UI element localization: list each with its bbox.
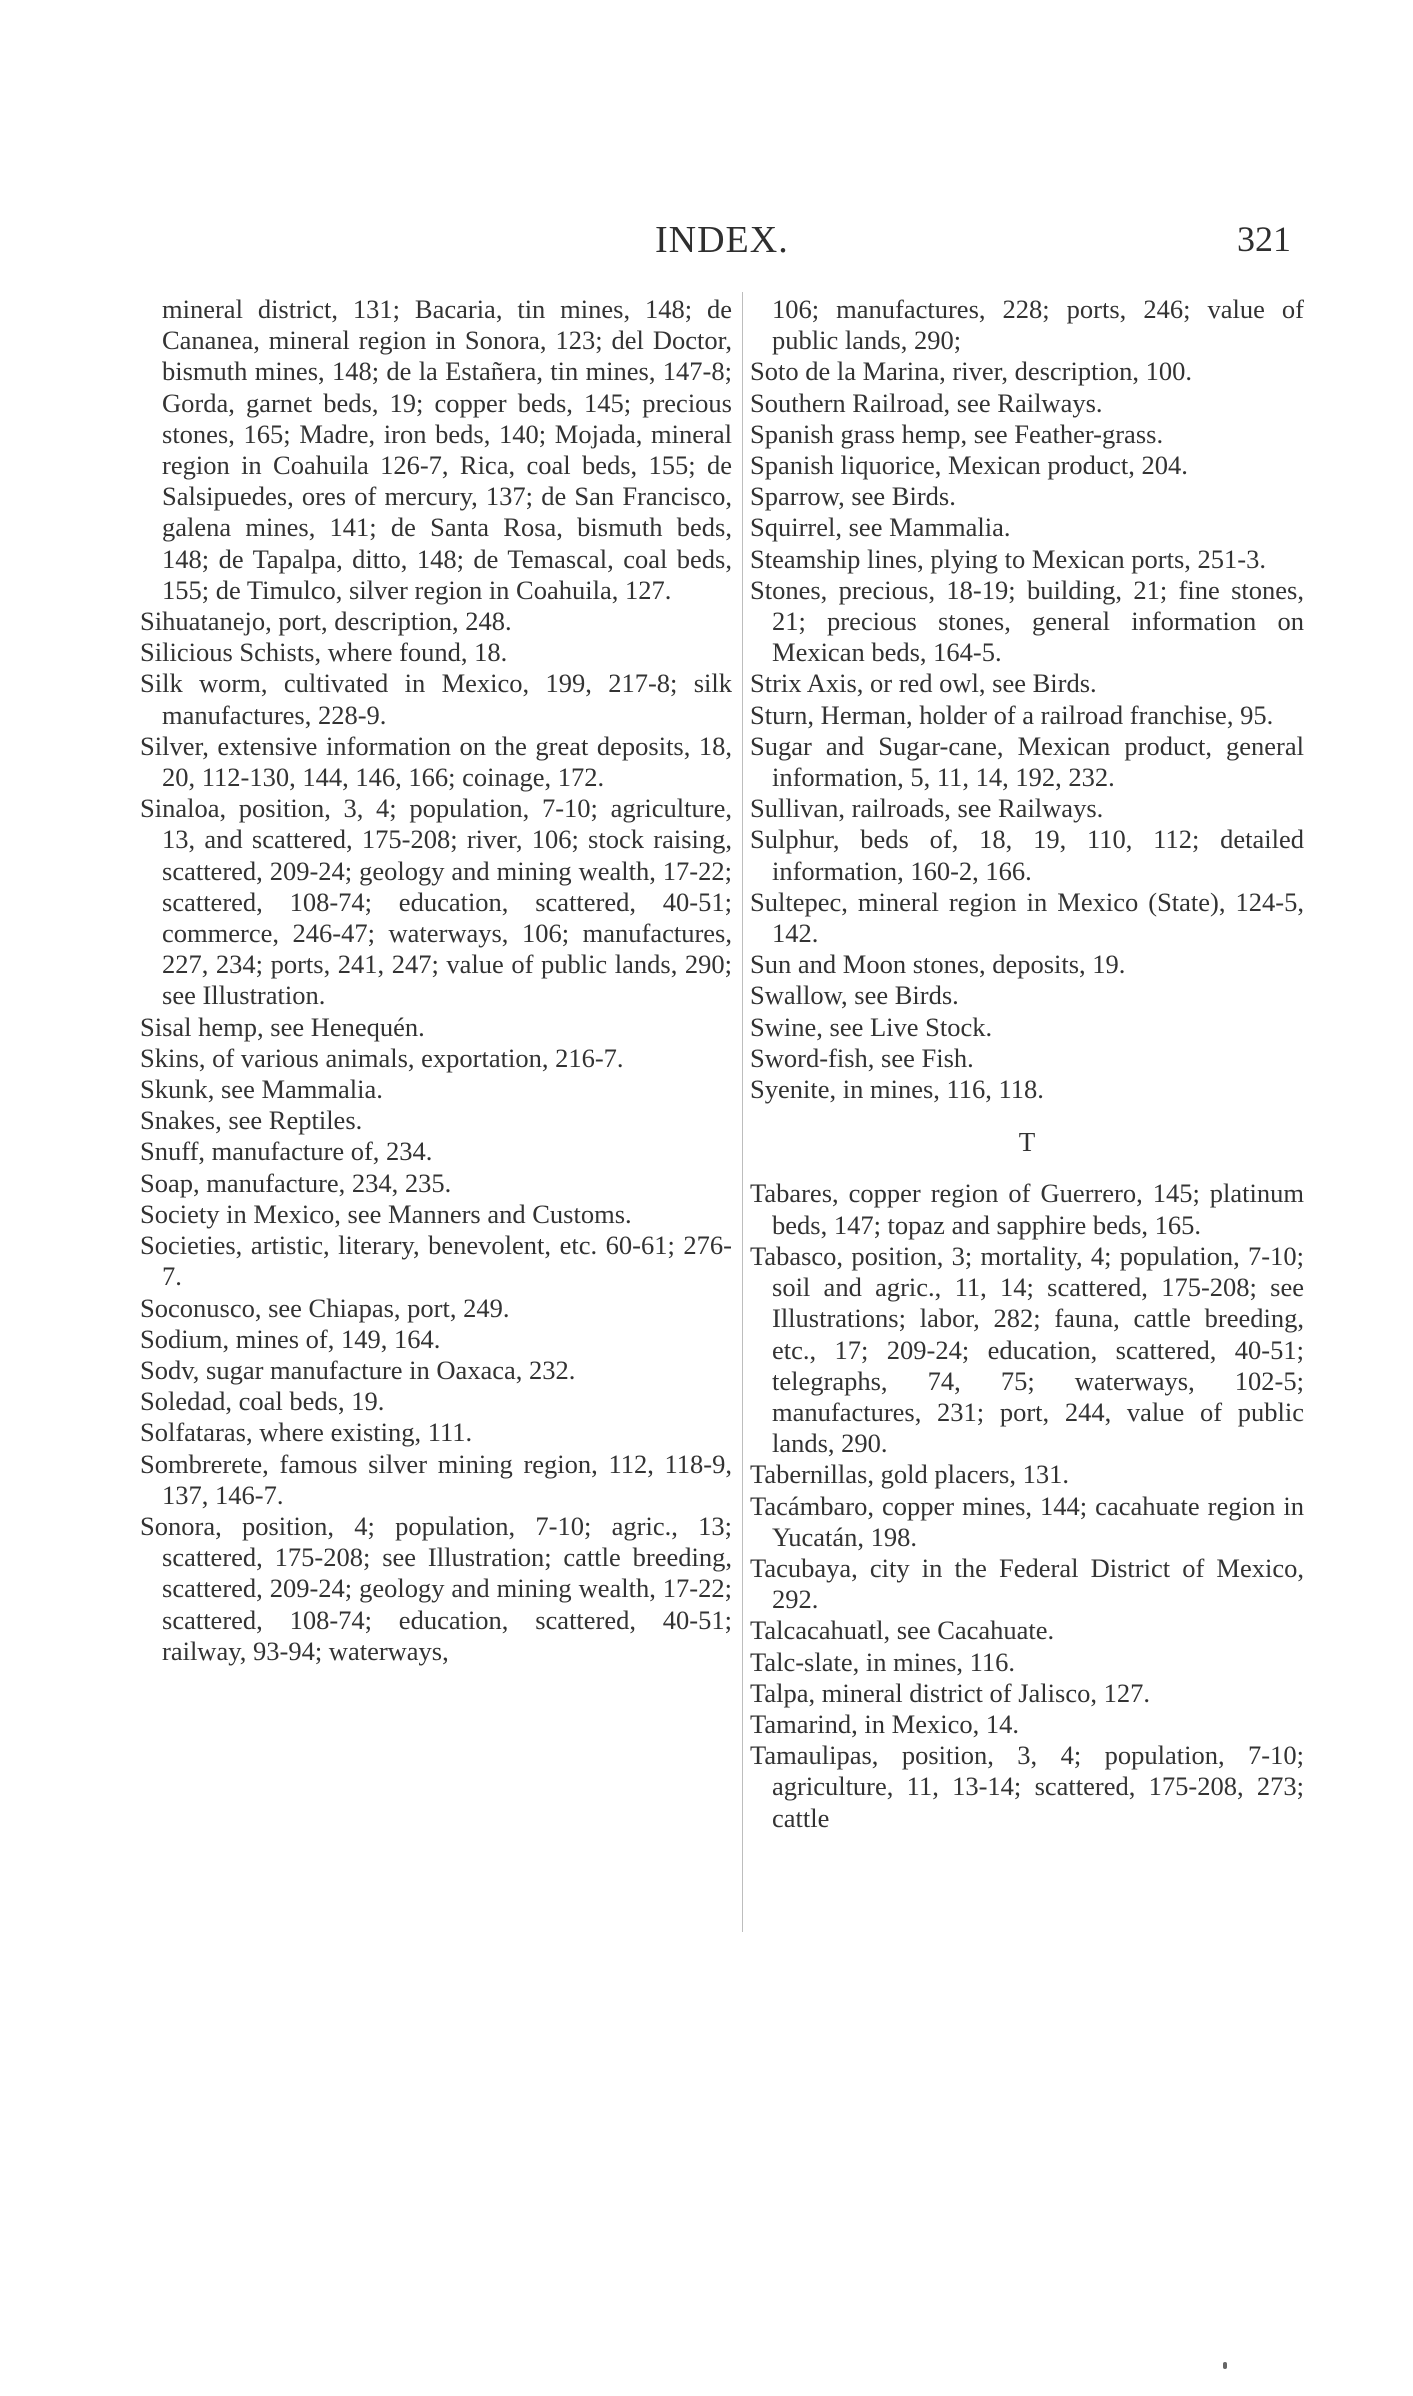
index-entry: Tacámbaro, copper mines, 144; cacahuate region in Yucatán, 198. bbox=[750, 1490, 1304, 1552]
index-entry: Sihuatanejo, port, description, 248. bbox=[140, 606, 512, 637]
index-entry: Sulphur, beds of, 18, 19, 110, 112; detailed information, 160-2, 166. bbox=[750, 824, 1304, 886]
index-entry: Sugar and Sugar-cane, Mexican product, general information, 5, 11, 14, 192, 232. bbox=[750, 730, 1304, 793]
index-entry: Societies, artistic, literary, benevolent, etc. 60-61; 276-7. bbox=[140, 1230, 732, 1292]
index-entry: Steamship lines, plying to Mexican ports, 251-3. bbox=[750, 543, 1266, 574]
index-entry: Silver, extensive information on the great deposits, 18, 20, 112-130, 144, 146, 166; coinage, 172. bbox=[140, 730, 732, 793]
index-entry: Silicious Schists, where found, 18. bbox=[140, 637, 508, 668]
index-entry: Soconusco, see Chiapas, port, 249. bbox=[140, 1292, 510, 1323]
index-entry: Sullivan, railroads, see Railways. bbox=[750, 793, 1104, 824]
index-entry: Talc-slate, in mines, 116. bbox=[750, 1646, 1016, 1677]
index-entry: Sparrow, see Birds. bbox=[750, 481, 956, 512]
index-entry: Sultepec, mineral region in Mexico (State), 124-5, 142. bbox=[750, 886, 1304, 949]
index-entry: Society in Mexico, see Manners and Customs. bbox=[140, 1198, 632, 1229]
index-entry: Skins, of various animals, exportation, 216-7. bbox=[140, 1042, 624, 1073]
index-entry: Spanish grass hemp, see Feather-grass. bbox=[750, 418, 1164, 449]
index-entry: Soledad, coal beds, 19. bbox=[140, 1386, 385, 1417]
index-entry: Sword-fish, see Fish. bbox=[750, 1042, 974, 1073]
index-entry: Sonora, position, 4; population, 7-10; agric., 13; scattered, 175-208; see Illustration; cattle breeding, scattered, 209-24; geology and mining wealth, 17-22; scattered, 108-74; education, scattered, 40-51; railway, 93-94; waterways, bbox=[140, 1510, 732, 1666]
index-entry: Tabernillas, gold placers, 131. bbox=[750, 1459, 1069, 1490]
index-entry: Solfataras, where existing, 111. bbox=[140, 1417, 473, 1448]
index-entry: Tabasco, position, 3; mortality, 4; population, 7-10; soil and agric., 11, 14; scattered, 175-208; see Illustrations; labor, 282; fauna, cattle breeding, etc., 17; 209-24; education, scattered, 40-51; telegraphs, 74, 75; waterways, 102-5; manufactures, 231; port, 244, value of public lands, 290. bbox=[750, 1240, 1304, 1459]
left-index-column bbox=[140, 294, 732, 1667]
index-entry-continued: mineral district, 131; Bacaria, tin mines, 148; de Cananea, mineral region in Sonora, 123; del Doctor, bismuth mines, 148; de la Estañera, tin mines, 147-8; Gorda, garnet beds, 19; copper beds, 145; precious stones, 165; Madre, iron beds, 140; Mojada, mineral region in Coahuila 126-7, Rica, coal beds, 155; de Salsipuedes, ores of mercury, 137; de San Francisco, galena mines, 141; de Santa Rosa, bismuth beds, 148; de Tapalpa, ditto, 148; de Temascal, coal beds, 155; de Timulco, silver region in Coahuila, 127. bbox=[162, 294, 732, 605]
index-entry: Tamarind, in Mexico, 14. bbox=[750, 1708, 1019, 1739]
index-entry: Sisal hemp, see Henequén. bbox=[140, 1011, 425, 1042]
index-entry: Snakes, see Reptiles. bbox=[140, 1105, 363, 1136]
index-entry: Tabares, copper region of Guerrero, 145; platinum beds, 147; topaz and sapphire beds, 165. bbox=[750, 1178, 1304, 1240]
index-entry: Strix Axis, or red owl, see Birds. bbox=[750, 668, 1097, 699]
page-number: 321 bbox=[1237, 219, 1291, 259]
index-entry: Swallow, see Birds. bbox=[750, 980, 959, 1011]
index-entry-continued: 106; manufactures, 228; ports, 246; value of public lands, 290; bbox=[772, 294, 1304, 356]
index-entry: Skunk, see Mammalia. bbox=[140, 1074, 383, 1105]
right-index-column bbox=[750, 294, 1304, 1834]
index-entry: Soto de la Marina, river, description, 100. bbox=[750, 356, 1192, 387]
index-entry: Syenite, in mines, 116, 118. bbox=[750, 1074, 1044, 1105]
index-entry: Talcacahuatl, see Cacahuate. bbox=[750, 1615, 1055, 1646]
section-letter: T bbox=[1018, 1127, 1036, 1158]
index-entry: Southern Railroad, see Railways. bbox=[750, 387, 1103, 418]
index-entry: Snuff, manufacture of, 234. bbox=[140, 1136, 433, 1167]
index-entry: Tacubaya, city in the Federal District of Mexico, 292. bbox=[750, 1552, 1304, 1615]
index-entry: Sodv, sugar manufacture in Oaxaca, 232. bbox=[140, 1354, 576, 1385]
index-entry: Tamaulipas, position, 3, 4; population, 7-10; agriculture, 11, 13-14; scattered, 175-208, 273; cattle bbox=[750, 1740, 1304, 1833]
index-entry: Sombrerete, famous silver mining region, 112, 118-9, 137, 146-7. bbox=[140, 1448, 732, 1510]
index-entry: Talpa, mineral district of Jalisco, 127. bbox=[750, 1677, 1150, 1708]
index-entry: Soap, manufacture, 234, 235. bbox=[140, 1167, 452, 1198]
page-title: INDEX. bbox=[655, 219, 789, 261]
index-entry: Silk worm, cultivated in Mexico, 199, 217-8; silk manufactures, 228-9. bbox=[140, 668, 732, 730]
index-entry: Sturn, Herman, holder of a railroad franchise, 95. bbox=[750, 699, 1274, 730]
print-speck bbox=[1223, 2362, 1227, 2369]
index-entry: Squirrel, see Mammalia. bbox=[750, 512, 1011, 543]
index-entry: Stones, precious, 18-19; building, 21; fine stones, 21; precious stones, general information on Mexican beds, 164-5. bbox=[750, 574, 1304, 668]
index-entry: Spanish liquorice, Mexican product, 204. bbox=[750, 450, 1188, 481]
index-entry: Sinaloa, position, 3, 4; population, 7-10; agriculture, 13, and scattered, 175-208; river, 106; stock raising, scattered, 209-24; geology and mining wealth, 17-22; scattered, 108-74; education, scattered, 40-51; commerce, 246-47; waterways, 106; manufactures, 227, 234; ports, 241, 247; value of public lands, 290; see Illustration. bbox=[140, 793, 732, 1011]
index-entry: Sodium, mines of, 149, 164. bbox=[140, 1323, 441, 1354]
column-divider bbox=[742, 292, 743, 1932]
index-entry: Swine, see Live Stock. bbox=[750, 1011, 993, 1042]
running-head bbox=[0, 218, 1413, 268]
index-entry: Sun and Moon stones, deposits, 19. bbox=[750, 949, 1126, 980]
